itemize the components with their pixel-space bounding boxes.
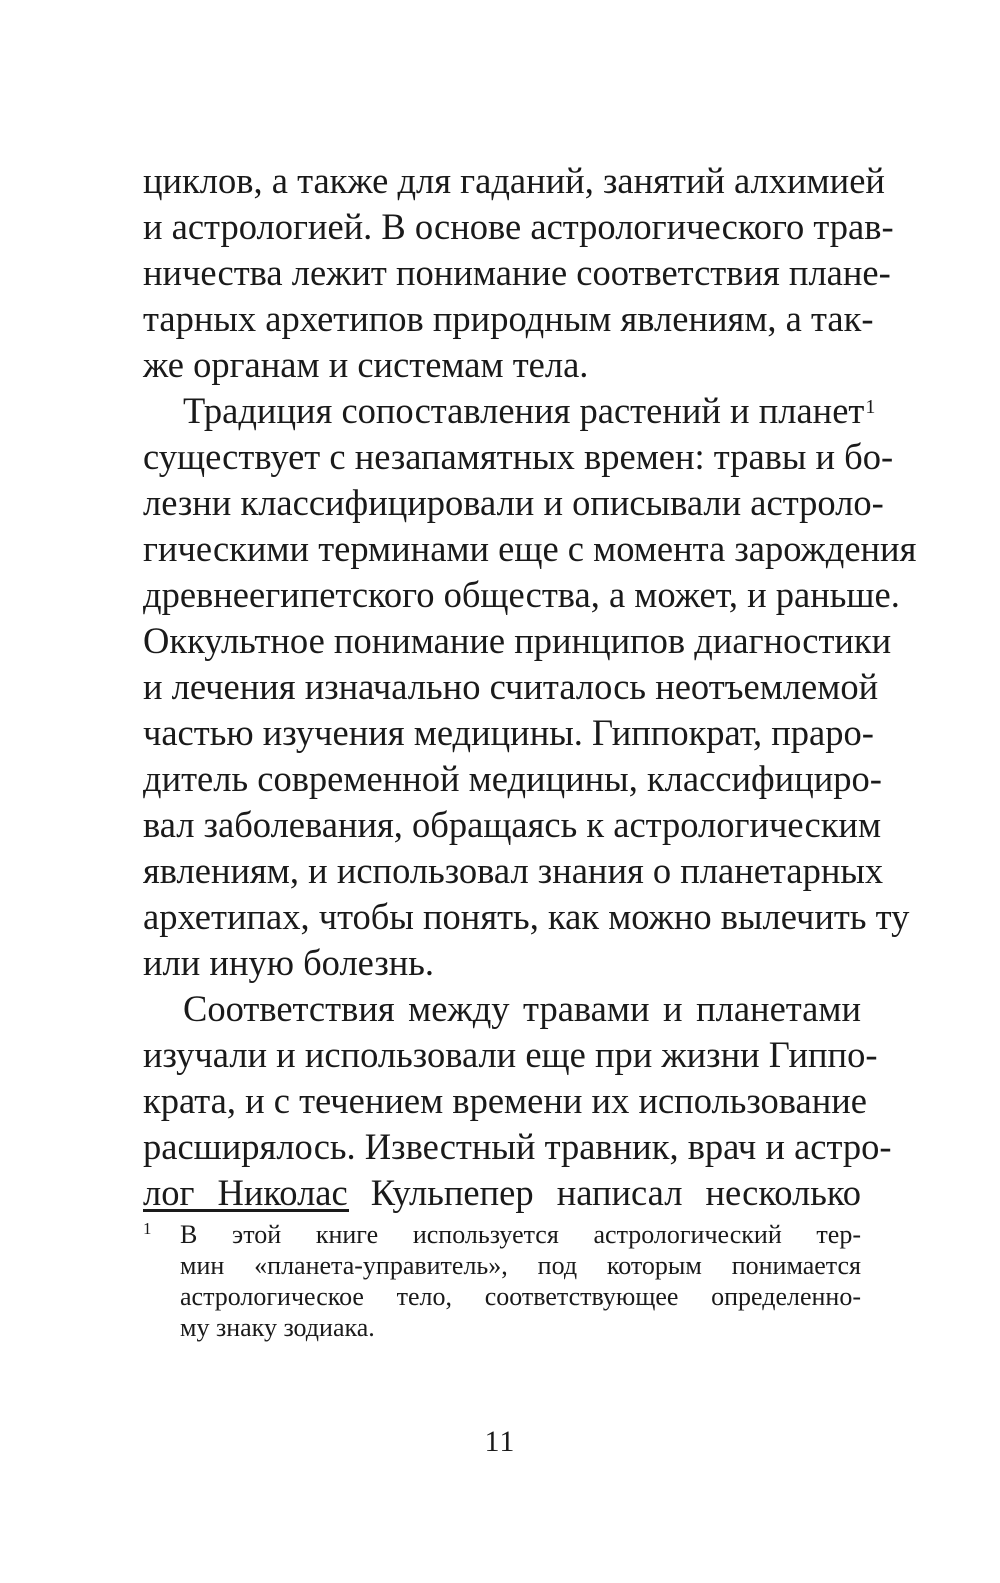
p2-line-13: или иную болезнь. — [143, 942, 435, 983]
footnote-reference[interactable]: 1 — [865, 396, 876, 418]
p3-line-3: крата, и с течением времени их использование — [143, 1080, 868, 1121]
footnote-marker: 1 — [143, 1219, 152, 1238]
p2-line-9: дитель современной медицины, классифициро- — [143, 758, 882, 799]
p2-line-1-text: Традиция сопоставления растений и планет — [183, 390, 865, 431]
p2-line-5: древнеегипетского общества, а может, и раньше. — [143, 574, 900, 615]
p3-line-4: расширялось. Известный травник, врач и астро- — [143, 1126, 892, 1167]
p2-line-11: явлениям, и использовал знания о планетарных — [143, 850, 884, 891]
p2-line-7: и лечения изначально считалось неотъемлемой — [143, 666, 879, 707]
p2-line-2: существует с незапамятных времен: травы и бо- — [143, 436, 894, 477]
p2-line-6: Оккультное понимание принципов диагностики — [143, 620, 892, 661]
footnote-line-2: мин «планета-управитель», под которым понимается — [180, 1251, 861, 1280]
p2-line-12: архетипах, чтобы понять, как можно вылечить ту — [143, 896, 910, 937]
page-number: 11 — [484, 1425, 516, 1458]
footnote-line-4: му знаку зодиака. — [180, 1313, 375, 1342]
footnote-line-1: В этой книге используется астрологический тер- — [180, 1220, 861, 1249]
p1-line-4: тарных архетипов природным явлениям, а так- — [143, 298, 874, 339]
p3-line-2: изучали и использовали еще при жизни Гиппо- — [143, 1034, 878, 1075]
footnote-separator — [143, 1209, 349, 1212]
footnote — [143, 1219, 861, 1343]
p2-line-1 — [143, 388, 876, 434]
footnote-line-3: астрологическое тело, соответствующее определенно- — [180, 1282, 861, 1311]
p3-line-1: Соответствия между травами и планетами — [183, 988, 861, 1029]
p2-line-4: гическими терминами еще с момента зарождения — [143, 528, 917, 569]
p1-line-1: циклов, а также для гаданий, занятий алхимией — [143, 160, 885, 201]
p2-line-3: лезни классифицировали и описывали астроло- — [143, 482, 884, 523]
p1-line-3: ничества лежит понимание соответствия плане- — [143, 252, 891, 293]
p2-line-8: частью изучения медицины. Гиппократ, праро- — [143, 712, 874, 753]
p3-line-5: лог Николас Кульпепер написал несколько — [143, 1172, 861, 1213]
p1-line-2: и астрологией. В основе астрологического трав- — [143, 206, 894, 247]
main-text — [143, 158, 917, 1216]
p2-line-10: вал заболевания, обращаясь к астрологическим — [143, 804, 882, 845]
p1-line-5: же органам и системам тела. — [143, 344, 589, 385]
